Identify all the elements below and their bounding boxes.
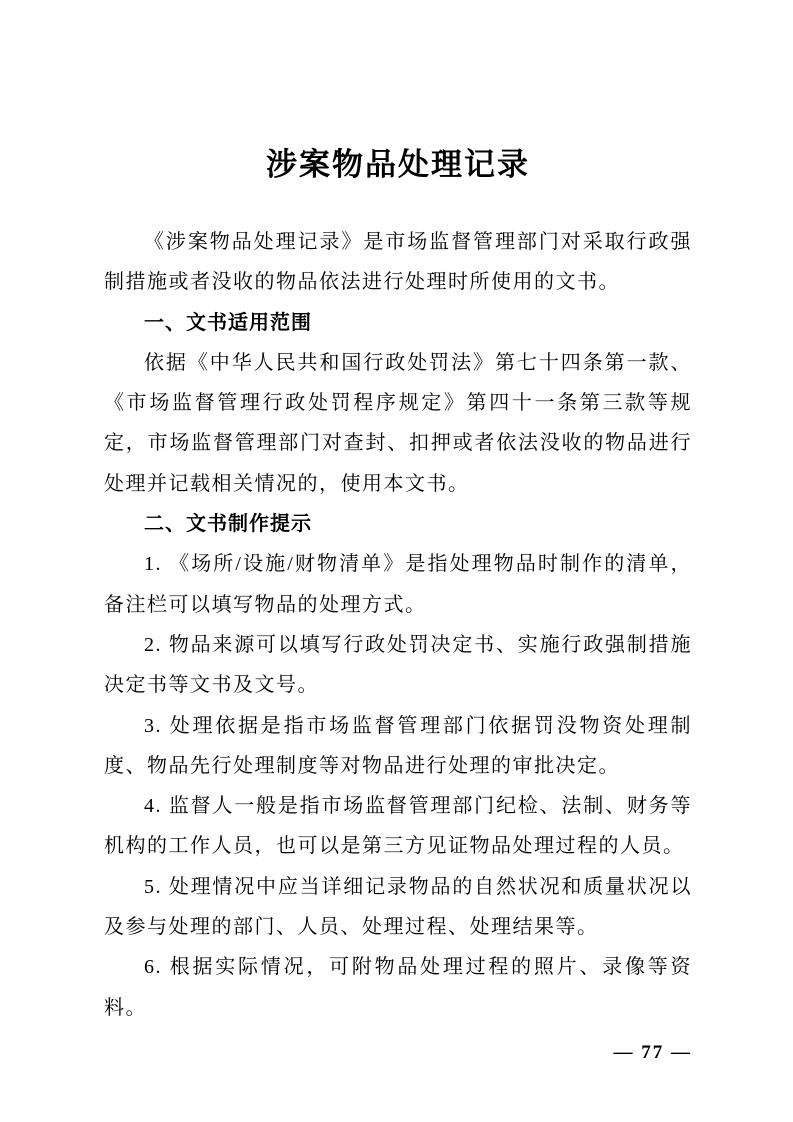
section-2-tip-5: 5. 处理情况中应当详细记录物品的自然状况和质量状况以及参与处理的部门、人员、处理过程、处理结果等。 bbox=[104, 875, 692, 939]
section-2-tip-3: 3. 处理依据是指市场监督管理部门依据罚没物资处理制度、物品先行处理制度等对物品进行处理的审批决定。 bbox=[104, 714, 692, 777]
section-2-heading: 二、文书制作提示 bbox=[144, 513, 312, 536]
section-2-tip-1: 1. 《场所/设施/财物清单》是指处理物品时制作的清单，备注栏可以填写物品的处理方式。 bbox=[104, 553, 692, 616]
intro-paragraph: 《涉案物品处理记录》是市场监督管理部门对采取行政强制措施或者没收的物品依法进行处理时所使用的文书。 bbox=[104, 231, 692, 294]
section-2-tip-6: 6. 根据实际情况，可附物品处理过程的照片、录像等资料。 bbox=[104, 956, 692, 1019]
section-2-tip-4: 4. 监督人一般是指市场监督管理部门纪检、法制、财务等机构的工作人员，也可以是第三方见证物品处理过程的人员。 bbox=[104, 795, 692, 858]
section-1-heading: 一、文书适用范围 bbox=[144, 311, 312, 334]
section-1-paragraph-1: 依据《中华人民共和国行政处罚法》第七十四条第一款、《市场监督管理行政处罚程序规定》第四十一条第三款等规定，市场监督管理部门对查封、扣押或者依法没收的物品进行处理并记载相关情况的，使用本文书。 bbox=[104, 351, 692, 495]
page-number: — 77 — bbox=[613, 1042, 692, 1063]
page-title: 涉案物品处理记录 bbox=[266, 147, 530, 182]
section-2-tip-2: 2. 物品来源可以填写行政处罚决定书、实施行政强制措施决定书等文书及文号。 bbox=[104, 633, 692, 697]
